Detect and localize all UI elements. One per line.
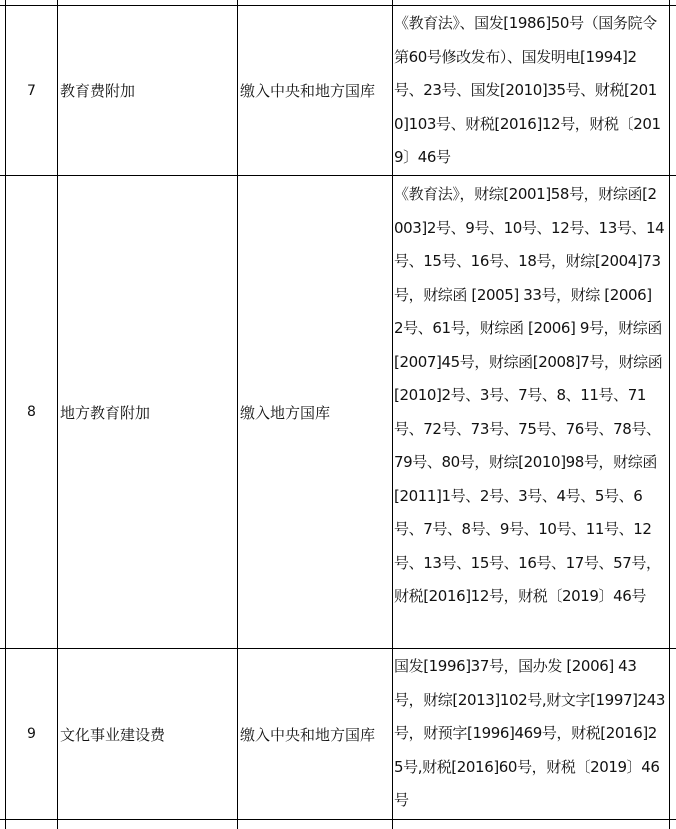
column-divider (669, 0, 670, 829)
payment-destination: 缴入中央和地方国库 (240, 725, 376, 744)
row-divider (0, 819, 676, 820)
legal-basis: 《教育法》、国发[1986]50号（国务院令第60号修改发布）、国发明电[1994]2号、23号、国发[2010]35号、财税[2010]103号、财税[2016]12号，财税〔2019〕46号 (394, 14, 661, 166)
fee-name: 地方教育附加 (60, 403, 151, 422)
payment-destination: 缴入中央和地方国库 (240, 82, 376, 100)
payment-destination: 缴入地方国库 (240, 403, 331, 422)
legal-basis: 国发[1996]37号，国办发 [2006] 43号，财综[2013]102号,财文字[1997]243号，财预字[1996]469号，财税[2016]25号,财税[2016]60号，财税〔2019〕46号 (394, 657, 665, 809)
row-index: 7 (27, 82, 36, 99)
legal-basis: 《教育法》，财综[2001]58号，财综函[2003]2号、9号、10号、12号、13号、14号、15号、16号、18号，财综[2004]73号，财综函 [2005] 33号，财综 [2006] 2号、61号，财综函 [2006] 9号，财综函[2007]45号，财综函[2008]7号，财综函[2010]2号、3号、7号、8、11号、71号、72号、73号、75号、76号、78号、79号、80号，财综[2010]98号，财综函[2011]1号、2号、3号、4号、5号、6号、7号、8号、9号、10号、11号、12号、13号、15号、16号、17号、57号，财税[2016]12号，财税〔2019〕46号 (394, 185, 665, 605)
fee-name: 教育费附加 (60, 82, 136, 100)
fee-name: 文化事业建设费 (60, 725, 166, 744)
row-index: 8 (27, 404, 36, 420)
row-index: 9 (27, 726, 36, 742)
